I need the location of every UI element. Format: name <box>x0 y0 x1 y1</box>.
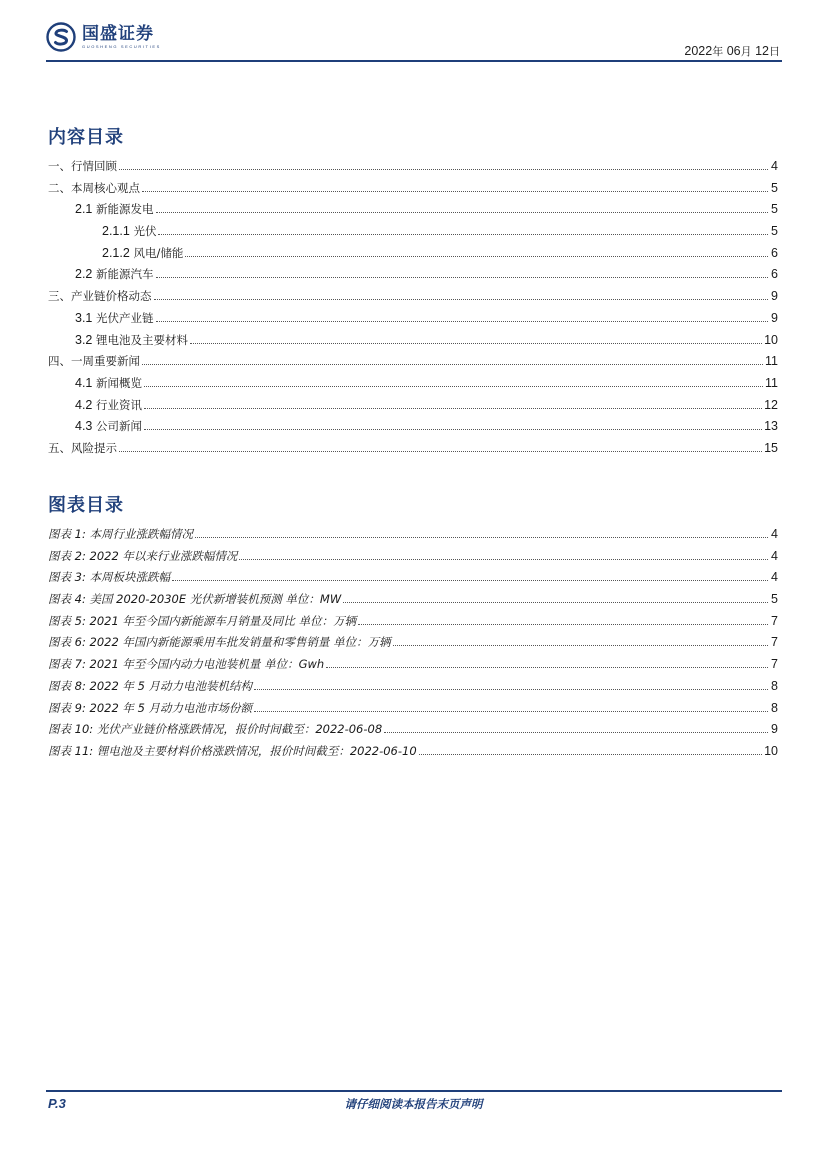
figure-entry-text: 图表 1: 本周行业涨跌幅情况 <box>48 527 194 541</box>
figure-entry-page: 7 <box>771 613 778 628</box>
toc-entry-page: 6 <box>771 267 778 282</box>
toc-entry-text: 新能源汽车 <box>96 267 154 282</box>
toc-entry[interactable] <box>48 180 778 202</box>
toc-entry-page: 12 <box>764 397 778 412</box>
figure-entry-page: 4 <box>771 548 778 563</box>
dot-leader <box>144 385 763 387</box>
dot-leader <box>358 623 768 625</box>
figure-entry-label <box>48 591 341 607</box>
dot-leader <box>119 450 762 452</box>
toc-entry-page: 13 <box>764 419 778 434</box>
toc-entry-label <box>75 332 188 348</box>
toc-entry-label <box>48 353 140 369</box>
dot-leader <box>144 428 762 430</box>
dot-leader <box>142 190 768 192</box>
toc-entry[interactable] <box>48 266 778 288</box>
dot-leader <box>254 710 768 712</box>
toc-entry-text: 新闻概览 <box>96 375 143 390</box>
toc-entry-label <box>75 397 142 413</box>
toc-entry[interactable] <box>48 375 778 397</box>
toc-entry-page: 15 <box>764 440 778 455</box>
toc-entry-number: 4.2 <box>75 397 93 412</box>
figure-entry-label <box>48 613 356 629</box>
figure-entry-text: 图表 3: 本周板块涨跌幅 <box>48 570 171 585</box>
figure-entry[interactable] <box>48 634 778 656</box>
dot-leader <box>239 558 768 560</box>
report-date: 2022年 06月 12日 <box>684 44 780 58</box>
toc-entry-page: 11 <box>765 375 778 390</box>
dot-leader <box>144 407 762 409</box>
figure-entry-text: 图表 4: 美国 2020-2030E 光伏新增装机预测 单位：MW <box>48 592 342 607</box>
figure-entry[interactable] <box>48 613 778 635</box>
list-of-figures <box>48 526 778 765</box>
toc-entry-number: 2.1 <box>75 202 93 217</box>
dot-leader <box>119 168 768 170</box>
figure-entry[interactable] <box>48 700 778 722</box>
figure-entry-text: 图表 6: 2022 年国内新能源乘用车批发销量和零售销量 单位：万辆 <box>48 635 391 650</box>
toc-entry-page: 6 <box>771 245 778 260</box>
toc-entry-text: 锂电池及主要材料 <box>96 332 189 347</box>
dot-leader <box>156 320 768 322</box>
figure-entry-label <box>48 548 237 564</box>
toc-entry[interactable] <box>48 397 778 419</box>
page-number: P.3 <box>48 1096 66 1111</box>
figure-entry-page: 8 <box>771 700 778 715</box>
toc-entry-number: 3.2 <box>75 332 93 347</box>
toc-entry-page: 11 <box>765 354 778 369</box>
figure-entry-page: 10 <box>764 743 778 758</box>
toc-entry-label <box>102 223 156 239</box>
toc-entry-page: 5 <box>771 224 778 239</box>
figure-entry-page: 4 <box>771 527 778 541</box>
toc-entry[interactable] <box>48 288 778 310</box>
figure-entry-label <box>48 526 193 542</box>
toc-entry[interactable] <box>48 158 778 180</box>
toc-entry-text: 新能源发电 <box>96 202 154 217</box>
toc-entry-number: 2.1.1 <box>102 224 130 239</box>
figure-entry-label <box>48 656 324 672</box>
figure-entry[interactable] <box>48 678 778 700</box>
toc-entry-number: 2.2 <box>75 267 93 282</box>
dot-leader <box>156 276 768 278</box>
toc-title: 内容目录 <box>48 127 124 148</box>
toc-entry-page: 9 <box>771 310 778 325</box>
figure-entry[interactable] <box>48 721 778 743</box>
toc-entry-text: 二、本周核心观点 <box>48 180 140 195</box>
figure-entry-label <box>48 721 382 737</box>
toc-entry-page: 9 <box>771 289 778 304</box>
toc-entry-page: 5 <box>771 202 778 217</box>
toc-entry[interactable] <box>48 440 778 462</box>
toc-entry-text: 一、行情回顾 <box>48 159 117 173</box>
figure-entry[interactable] <box>48 591 778 613</box>
toc-entry-label <box>48 440 117 456</box>
figure-entry-text: 图表 5: 2021 年至今国内新能源车月销量及同比 单位：万辆 <box>48 613 357 628</box>
toc-entry-text: 光伏 <box>133 224 157 239</box>
dot-leader <box>384 731 768 733</box>
guosheng-logo-icon <box>46 22 76 52</box>
dot-leader <box>190 342 762 344</box>
figure-entry-text: 图表 7: 2021 年至今国内动力电池装机量 单位：Gwh <box>48 657 325 672</box>
dot-leader <box>158 233 768 235</box>
disclaimer-note: 请仔细阅读本报告末页声明 <box>344 1097 483 1111</box>
figure-entry[interactable] <box>48 569 778 591</box>
toc-entry[interactable] <box>48 418 778 440</box>
figure-entry-text: 图表 10: 光伏产业链价格涨跌情况，报价时间截至：2022-06-08 <box>48 722 383 737</box>
figure-entry-page: 9 <box>771 722 778 737</box>
dot-leader <box>142 363 763 365</box>
figure-entry-label <box>48 569 170 585</box>
toc-entry[interactable] <box>48 310 778 332</box>
dot-leader <box>172 579 768 581</box>
dot-leader <box>326 666 768 668</box>
toc-entry-label <box>75 418 142 434</box>
toc-entry-label <box>102 245 183 261</box>
brand-name-cn: 国盛证券 <box>82 23 154 44</box>
figure-entry-page: 4 <box>771 570 778 585</box>
dot-leader <box>185 255 768 257</box>
figure-entry-text: 图表 11: 锂电池及主要材料价格涨跌情况，报价时间截至：2022-06-10 <box>48 743 417 758</box>
page-header <box>46 22 782 62</box>
figures-title: 图表目录 <box>48 495 124 516</box>
figure-entry-label <box>48 678 252 694</box>
footer-divider <box>46 1090 782 1092</box>
toc-entry-label <box>75 310 154 326</box>
company-logo <box>46 22 161 52</box>
toc-entry[interactable] <box>48 223 778 245</box>
toc-entry-text: 风电/储能 <box>133 245 184 260</box>
toc-entry-text: 行业资讯 <box>96 397 143 412</box>
toc-entry-number: 2.1.2 <box>102 245 130 260</box>
dot-leader <box>154 298 769 300</box>
toc-entry[interactable] <box>48 353 778 375</box>
figure-entry-page: 7 <box>771 635 778 650</box>
toc-entry[interactable] <box>48 245 778 267</box>
toc-entry-text: 五、风险提示 <box>48 440 117 455</box>
header-divider <box>46 60 782 62</box>
toc-entry-label <box>48 180 140 196</box>
dot-leader <box>254 688 768 690</box>
table-of-contents <box>48 158 778 462</box>
toc-entry-label <box>75 201 154 217</box>
toc-entry-label <box>75 266 154 282</box>
brand-name-en: GUOSHENG SECURITIES <box>82 43 161 49</box>
toc-entry-number: 4.1 <box>75 375 93 390</box>
toc-entry-number: 3.1 <box>75 310 93 325</box>
dot-leader <box>393 644 768 646</box>
figure-entry-label <box>48 634 391 650</box>
toc-entry[interactable] <box>48 201 778 223</box>
figure-entry-text: 图表 8: 2022 年 5 月动力电池装机结构 <box>48 678 253 693</box>
toc-entry-text: 四、一周重要新闻 <box>48 354 140 369</box>
figure-entry[interactable] <box>48 526 778 548</box>
toc-entry-label <box>48 288 152 304</box>
toc-entry-label <box>75 375 142 391</box>
toc-entry[interactable] <box>48 332 778 354</box>
dot-leader <box>156 211 768 213</box>
toc-entry-page: 10 <box>764 332 778 347</box>
figure-entry-page: 7 <box>771 657 778 672</box>
figure-entry-page: 5 <box>771 592 778 607</box>
figure-entry[interactable] <box>48 548 778 570</box>
toc-entry-page: 4 <box>771 159 778 173</box>
figure-entry-label <box>48 700 252 716</box>
toc-entry-label <box>48 158 117 174</box>
dot-leader <box>419 753 762 755</box>
toc-entry-text: 公司新闻 <box>96 419 143 434</box>
toc-entry-text: 光伏产业链 <box>96 310 154 325</box>
toc-entry-text: 三、产业链价格动态 <box>48 289 152 304</box>
dot-leader <box>343 601 768 603</box>
figure-entry-text: 图表 9: 2022 年 5 月动力电池市场份额 <box>48 700 253 715</box>
toc-entry-page: 5 <box>771 180 778 195</box>
figure-entry-label <box>48 743 417 759</box>
figure-entry[interactable] <box>48 743 778 765</box>
toc-entry-number: 4.3 <box>75 419 93 434</box>
figure-entry-text: 图表 2: 2022 年以来行业涨跌幅情况 <box>48 548 238 563</box>
dot-leader <box>195 536 768 538</box>
figure-entry-page: 8 <box>771 678 778 693</box>
figure-entry[interactable] <box>48 656 778 678</box>
